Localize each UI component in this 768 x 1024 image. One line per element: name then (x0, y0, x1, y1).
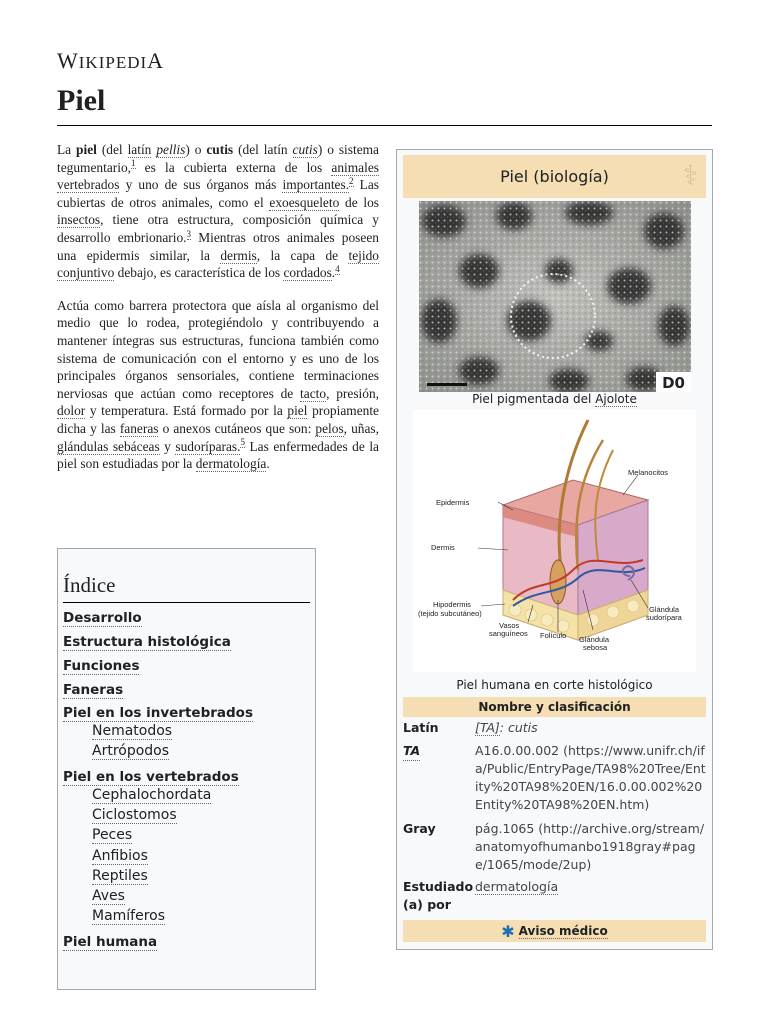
caduceus-icon: ⚕ (682, 159, 698, 192)
toc-item[interactable] (92, 786, 211, 804)
article-link[interactable]: glándulas sebáceas (57, 438, 160, 454)
article-link[interactable]: pelos (315, 420, 344, 436)
toc-item[interactable] (92, 742, 169, 760)
toc-item-label: Reptiles (92, 868, 148, 884)
toc-item-label: Anfibios (92, 848, 148, 864)
article-link[interactable]: tacto (300, 385, 327, 401)
reference-link[interactable]: 1 (131, 158, 136, 169)
toc-item[interactable] (63, 657, 139, 675)
article-link[interactable]: tejido conjuntivo (57, 247, 379, 281)
toc-item-label: Aves (92, 888, 125, 904)
reference-link[interactable]: 2 (349, 175, 354, 186)
row-ta-key[interactable]: TA (403, 742, 420, 761)
label-vasos-1: Vasos (499, 621, 520, 630)
table-of-contents (57, 548, 316, 990)
toc-item-label: Faneras (63, 682, 124, 698)
row-ta (403, 742, 706, 814)
toc-item[interactable] (63, 681, 123, 699)
article-text: (del latín (233, 142, 293, 157)
toc-item-label: Nematodos (92, 723, 173, 739)
article-text: Las cubiertas de otros animales, como el (57, 177, 379, 210)
toc-item[interactable] (63, 768, 239, 786)
ajolote-link[interactable]: Ajolote (595, 392, 637, 406)
article-text: propiamente dicha y las (57, 403, 379, 436)
paragraph-functions (57, 297, 379, 473)
article-text: La (57, 142, 77, 157)
article-text: es la cubierta externa de los (135, 159, 332, 175)
article-text: ) o sistema tegumentario, (57, 142, 379, 175)
label-vasos-2: sanguíneos (489, 629, 528, 638)
infobox-title (403, 155, 706, 198)
toc-item[interactable] (92, 907, 165, 925)
row-estudiado-key: Estudiado (a) por (403, 879, 474, 912)
toc-divider (63, 602, 310, 603)
infobox-title-text: Piel (biología) (500, 167, 609, 186)
row-gray-key: Gray (403, 821, 436, 836)
label-dermis: Dermis (431, 543, 455, 552)
toc-item[interactable] (92, 847, 148, 865)
article-link[interactable]: faneras (119, 420, 159, 436)
latin-term: : cutis (499, 720, 538, 735)
label-tejido: (tejido subcutáneo) (418, 609, 482, 618)
toc-item[interactable] (92, 826, 132, 844)
toc-item[interactable] (92, 722, 172, 740)
row-latin (403, 719, 706, 739)
article-link[interactable]: animales vertebrados (57, 159, 379, 193)
article-link[interactable]: dermatología (195, 456, 267, 472)
axolotl-skin-image[interactable] (419, 201, 691, 392)
article-text: (del (96, 142, 128, 157)
article-text: Las enfermedades de la piel son estudiadas por la (57, 438, 379, 472)
toc-item-label: Desarrollo (63, 610, 142, 626)
wikipedia-wordmark[interactable] (57, 48, 164, 74)
toc-item[interactable] (63, 609, 142, 627)
article-link[interactable]: pellis (156, 142, 186, 157)
reference-link[interactable]: 4 (335, 263, 340, 274)
label-melanocitos: Melanocitos (628, 468, 669, 477)
label-sebacea-1: Glándula (579, 635, 610, 644)
toc-item-label: Artrópodos (92, 743, 170, 759)
article-text: cutis (206, 142, 234, 157)
article-text: , uñas, (343, 420, 379, 436)
reference-link[interactable]: 3 (186, 228, 192, 239)
toc-item-label: Piel humana (63, 934, 158, 950)
ta-link[interactable]: [TA] (475, 720, 500, 735)
row-gray (403, 820, 706, 876)
label-sebacea-2: sebosa (583, 643, 608, 652)
article-link[interactable]: piel (287, 403, 308, 419)
row-estudiado (403, 878, 706, 914)
classification-header: Nombre y clasificación (403, 697, 706, 717)
article-text: y (159, 438, 176, 454)
label-sudoripara-1: Glándula (649, 605, 680, 614)
label-foliculo: Folículo (540, 631, 567, 640)
article-text: y temperatura. Está formado por la (85, 403, 288, 419)
article-text: de los (339, 194, 379, 210)
article-text: o anexos cutáneos que son: (158, 420, 316, 436)
toc-item-label: Piel en los invertebrados (63, 705, 253, 721)
wordmark-main: WIKIPEDI (57, 48, 148, 73)
label-hipodermis: Hipodermis (433, 600, 471, 609)
toc-item-label: Estructura histológica (63, 634, 231, 650)
article-text: , tiene otra estructura, composición química y desarrollo embrionario. (57, 212, 379, 245)
dermatologia-link[interactable]: dermatología (475, 879, 559, 894)
toc-item-label: Peces (92, 827, 133, 843)
row-latin-key: Latín (403, 720, 439, 735)
article-text: . (266, 456, 270, 472)
article-text: , la capa de (256, 247, 349, 263)
image-badge: D0 (656, 372, 691, 392)
toc-item-label: Cephalochordata (92, 787, 212, 803)
article-link[interactable]: dermis (220, 247, 257, 263)
toc-item-label: Piel en los vertebrados (63, 769, 239, 785)
article-link[interactable]: sudoríparas. (175, 438, 241, 454)
toc-item-label: Funciones (63, 658, 140, 674)
wordmark-end: A (147, 48, 165, 73)
row-ta-value[interactable]: A16.0.00.002 (https://www.unifr.ch/ifa/Public/EntryPage/TA98%20Tree/Entity%20TA98%20EN/16.0.00.002%20Entity%20TA98%20EN.htm) (475, 743, 706, 812)
page-title: Piel (57, 84, 106, 117)
infobox (396, 149, 713, 950)
article-text: Actúa como barrera protectora que aísla al organismo del medio que lo rodea, protegiéndolo y contribuyendo a mantener íntegras sus estructuras, funciona también como sistema de comunicación con el entorno y es uno de los principales órganos sensoriales, contiene terminaciones nerviosas que actúan como receptores de (57, 297, 379, 401)
toc-item[interactable] (92, 867, 148, 885)
article-link[interactable]: exoesqueleto (269, 194, 340, 210)
article-link[interactable]: cordados (283, 265, 332, 281)
toc-title: Índice (63, 573, 116, 597)
label-sudoripara-2: sudorípara (646, 613, 682, 622)
article-text: y uno de sus órganos más (119, 177, 283, 193)
article-text: , presión, (326, 385, 379, 401)
article-text: ) o (185, 142, 207, 157)
paragraph-intro (57, 141, 379, 282)
toc-item[interactable] (92, 887, 125, 905)
row-latin-value (475, 719, 707, 737)
article-text: debajo, es característica de los (114, 265, 284, 281)
article-text: Mientras otros animales poseen una epidermis similar, la (57, 229, 379, 263)
article-link[interactable]: latín (127, 142, 152, 157)
row-gray-value[interactable]: pág.1065 (http://archive.org/stream/anatomyofhumanbo1918gray#page/1065/mode/2up) (475, 821, 705, 872)
reference-link[interactable]: 5 (240, 437, 245, 448)
caption1-text: Piel pigmentada del (472, 392, 596, 406)
toc-item[interactable] (92, 806, 177, 824)
label-epidermis: Epidermis (436, 498, 470, 507)
image2-caption: Piel humana en corte histológico (456, 678, 653, 692)
article-text: . (331, 265, 336, 281)
star-of-life-icon: ✱ (501, 921, 515, 941)
article-body (57, 141, 379, 488)
image1-caption (403, 392, 706, 406)
article-link[interactable]: cutis (292, 142, 318, 157)
toc-item-label: Ciclostomos (92, 807, 177, 823)
article-text: piel (76, 142, 97, 157)
article-link[interactable]: importantes. (282, 177, 350, 193)
medical-notice-text: Aviso médico (518, 923, 608, 938)
article-link[interactable]: dolor (57, 403, 86, 419)
toc-item[interactable] (63, 704, 253, 722)
toc-item-label: Mamíferos (92, 908, 166, 924)
medical-notice[interactable] (403, 920, 706, 942)
title-divider (57, 125, 712, 126)
toc-item[interactable] (63, 933, 157, 951)
article-link[interactable]: insectos (57, 212, 101, 228)
toc-item[interactable] (63, 633, 231, 651)
skin-cross-section-diagram[interactable] (413, 410, 696, 672)
